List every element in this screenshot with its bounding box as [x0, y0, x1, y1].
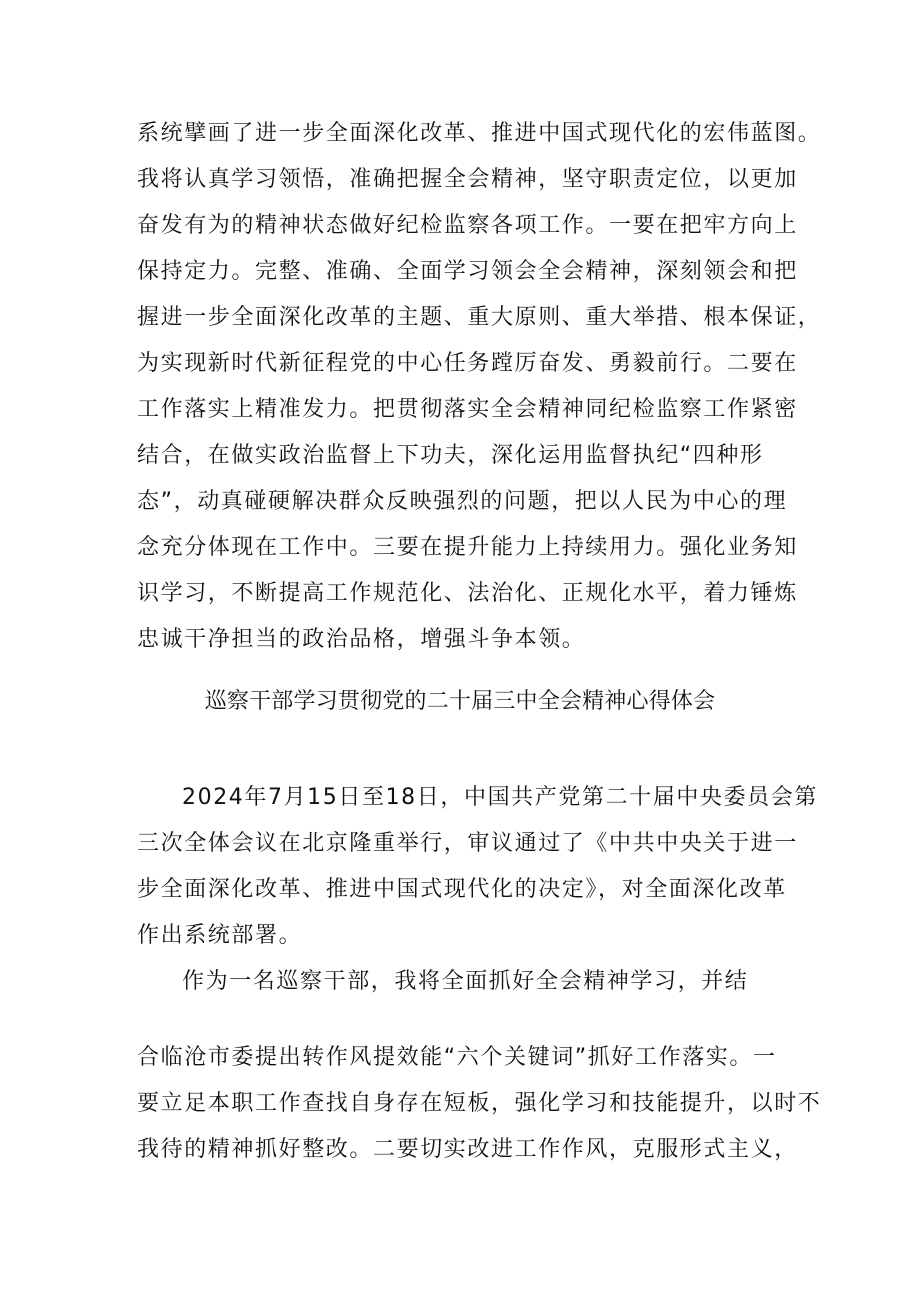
paragraph-line: 2024年7月15日至18日，中国共产党第二十届中央委员会第: [182, 785, 818, 810]
paragraph-line: 保持定力。完整、准确、全面学习领会全会精神，深刻领会和把: [137, 259, 798, 284]
paragraph-line: 识学习，不断提高工作规范化、法治化、正规化水平，着力锤炼: [137, 581, 798, 606]
paragraph-line: 作出系统部署。: [137, 923, 303, 948]
section-title: 巡察干部学习贯彻党的二十届三中全会精神心得体会: [204, 689, 716, 714]
paragraph-line: 念充分体现在工作中。三要在提升能力上持续用力。强化业务知: [137, 535, 798, 560]
paragraph-line: 三次全体会议在北京隆重举行，审议通过了《中共中央关于进一: [137, 831, 798, 856]
paragraph-line: 握进一步全面深化改革的主题、重大原则、重大举措、根本保证，: [137, 305, 822, 330]
paragraph-line: 奋发有为的精神状态做好纪检监察各项工作。一要在把牢方向上: [137, 213, 798, 238]
paragraph-line: 步全面深化改革、推进中国式现代化的决定》，对全面深化改革: [137, 877, 787, 902]
paragraph-line: 工作落实上精准发力。把贯彻落实全会精神同纪检监察工作紧密: [137, 397, 798, 422]
paragraph-line: 态”，动真碰硬解决群众反映强烈的问题，把以人民为中心的理: [137, 489, 788, 514]
paragraph-line: 系统擘画了进一步全面深化改革、推进中国式现代化的宏伟蓝图。: [137, 121, 822, 146]
paragraph-line: 要立足本职工作查找自身存在短板，强化学习和技能提升，以时不: [137, 1091, 822, 1116]
paragraph-line: 我待的精神抓好整改。二要切实改进工作作风，克服形式主义，: [137, 1137, 798, 1162]
paragraph-line: 合临沧市委提出转作风提效能“六个关键词”抓好工作落实。一: [137, 1045, 777, 1070]
paragraph-line: 结合，在做实政治监督上下功夫，深化运用监督执纪“四种形: [137, 443, 764, 468]
paragraph-line: 忠诚干净担当的政治品格，增强斗争本领。: [137, 627, 586, 652]
paragraph-line: 我将认真学习领悟，准确把握全会精神，坚守职责定位，以更加: [137, 167, 798, 192]
paragraph-line: 为实现新时代新征程党的中心任务蹚厉奋发、勇毅前行。二要在: [137, 351, 798, 376]
paragraph-line: 作为一名巡察干部，我将全面抓好全会精神学习，并结: [182, 969, 749, 994]
